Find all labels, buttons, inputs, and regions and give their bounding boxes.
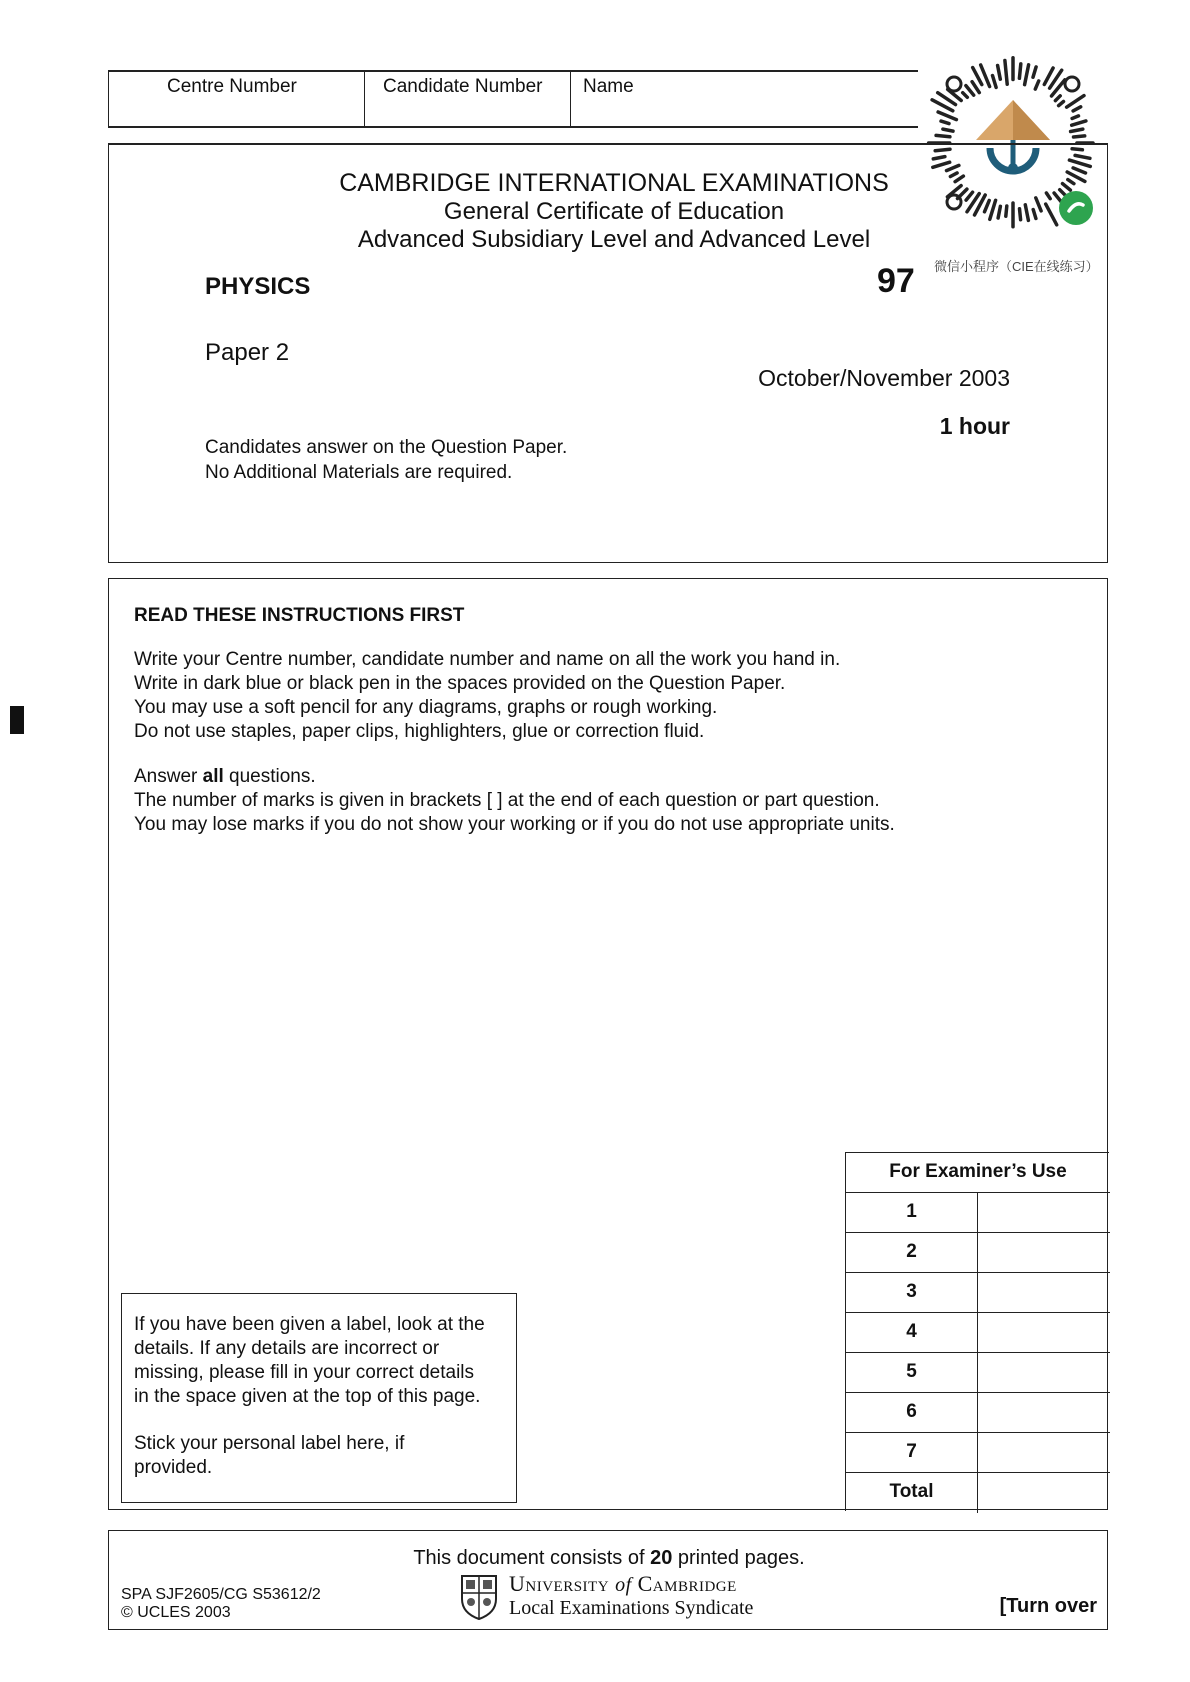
centre-number-field[interactable]	[109, 72, 365, 126]
question-number: 1	[846, 1193, 978, 1232]
qr-stroke	[993, 76, 997, 88]
qr-stroke	[1019, 64, 1020, 78]
marks-line: The number of marks is given in brackets [ ] at the end of each question or part question.	[134, 790, 880, 811]
qr-caption: 微信小程序（CIE在线练习）	[934, 259, 1099, 274]
exam-info-box	[108, 143, 1108, 563]
syllabus-code: 97	[877, 262, 915, 300]
qr-stroke	[963, 93, 968, 98]
page-count-line	[109, 1547, 1109, 1570]
question-number: 5	[846, 1353, 978, 1392]
pages-suffix: printed pages.	[672, 1547, 805, 1569]
qr-stroke	[1033, 67, 1036, 77]
instructions-title: READ THESE INSTRUCTIONS FIRST	[134, 605, 465, 626]
examiner-use-title: For Examiner’s Use	[846, 1153, 1110, 1193]
pages-prefix: This document consists of	[413, 1547, 651, 1569]
qr-stroke	[1059, 102, 1064, 106]
question-number: 4	[846, 1313, 978, 1352]
exam-session: October/November 2003	[758, 365, 1010, 391]
units-line: You may lose marks if you do not show your working or if you do not use appropriate units.	[134, 814, 895, 835]
university-name	[509, 1571, 737, 1597]
name-field[interactable]	[571, 72, 919, 126]
instruction-line: You may use a soft pencil for any diagrams, graphs or rough working.	[134, 697, 718, 718]
answer-prefix: Answer	[134, 766, 203, 787]
total-label: Total	[846, 1473, 978, 1513]
table-row	[846, 1353, 1110, 1393]
answer-all-line	[134, 766, 316, 788]
question-number: 6	[846, 1393, 978, 1432]
instructions-box	[108, 578, 1108, 1510]
label-text-line: details. If any details are incorrect or	[134, 1338, 440, 1359]
candidate-details-table	[108, 70, 918, 128]
candidates-note-2: No Additional Materials are required.	[205, 462, 513, 483]
qr-stroke	[938, 112, 956, 120]
candidate-number-field[interactable]	[365, 72, 571, 126]
table-row	[846, 1273, 1110, 1313]
candidates-note-1: Candidates answer on the Question Paper.	[205, 437, 568, 458]
name-label: Name	[583, 76, 634, 97]
table-row-total	[846, 1473, 1110, 1513]
candidate-number-label: Candidate Number	[383, 76, 543, 97]
university-crest-icon	[459, 1573, 499, 1621]
centre-number-label: Centre Number	[167, 76, 297, 97]
university-word: University	[509, 1571, 610, 1596]
question-number: 3	[846, 1273, 978, 1312]
qr-stroke	[936, 135, 950, 136]
pages-count: 20	[650, 1547, 673, 1569]
cambridge-word: Cambridge	[637, 1571, 737, 1596]
qr-stroke	[966, 86, 974, 96]
instruction-line: Write your Centre number, candidate number and name on all the work you hand in.	[134, 649, 841, 670]
subject-title: PHYSICS	[205, 273, 311, 300]
qr-stroke	[972, 82, 979, 93]
table-row	[846, 1393, 1110, 1433]
qr-stroke	[1035, 81, 1038, 89]
qr-stroke	[1074, 136, 1085, 137]
qr-stroke	[1072, 116, 1078, 119]
qr-stroke	[998, 66, 1001, 80]
qr-stroke	[943, 129, 953, 131]
label-text-line: missing, please fill in your correct details	[134, 1362, 475, 1383]
syndicate-name: Local Examinations Syndicate	[509, 1597, 754, 1619]
margin-mark	[10, 706, 24, 734]
label-text-line: Stick your personal label here, if	[134, 1433, 405, 1454]
document-reference: SPA SJF2605/CG S53612/2	[121, 1586, 321, 1603]
examiner-use-table	[845, 1152, 1109, 1511]
instruction-line: Do not use staples, paper clips, highlighters, glue or correction fluid.	[134, 721, 705, 742]
question-number: 7	[846, 1433, 978, 1472]
label-text-line: provided.	[134, 1457, 213, 1478]
qualification-line-2: Advanced Subsidiary Level and Advanced Level	[357, 226, 871, 253]
qualification-line-1: General Certificate of Education	[443, 198, 785, 225]
footer-box	[108, 1530, 1108, 1630]
university-of: of	[615, 1574, 632, 1596]
qr-stroke	[1071, 129, 1083, 131]
paper-number: Paper 2	[205, 339, 290, 366]
copyright: © UCLES 2003	[121, 1604, 231, 1621]
exam-duration: 1 hour	[939, 413, 1010, 439]
turn-over: [Turn over	[999, 1595, 1097, 1617]
personal-label-box[interactable]	[121, 1293, 517, 1503]
label-text-line: If you have been given a label, look at the	[134, 1314, 485, 1335]
qr-stroke	[1055, 96, 1060, 101]
question-number: 2	[846, 1233, 978, 1272]
qr-stroke	[1005, 61, 1007, 85]
organisation-name: CAMBRIDGE INTERNATIONAL EXAMINATIONS	[339, 169, 889, 197]
table-row	[846, 1193, 1110, 1233]
answer-bold: all	[202, 766, 224, 787]
table-row	[846, 1233, 1110, 1273]
instruction-line: Write in dark blue or black pen in the spaces provided on the Question Paper.	[134, 673, 786, 694]
answer-suffix: questions.	[223, 766, 316, 787]
table-row	[846, 1313, 1110, 1353]
qr-stroke	[1073, 107, 1081, 111]
qr-stroke	[941, 121, 949, 124]
qr-stroke	[1072, 121, 1086, 125]
table-row	[846, 1433, 1110, 1473]
label-text-line: in the space given at the top of this page.	[134, 1386, 481, 1407]
qr-stroke	[1025, 65, 1029, 85]
